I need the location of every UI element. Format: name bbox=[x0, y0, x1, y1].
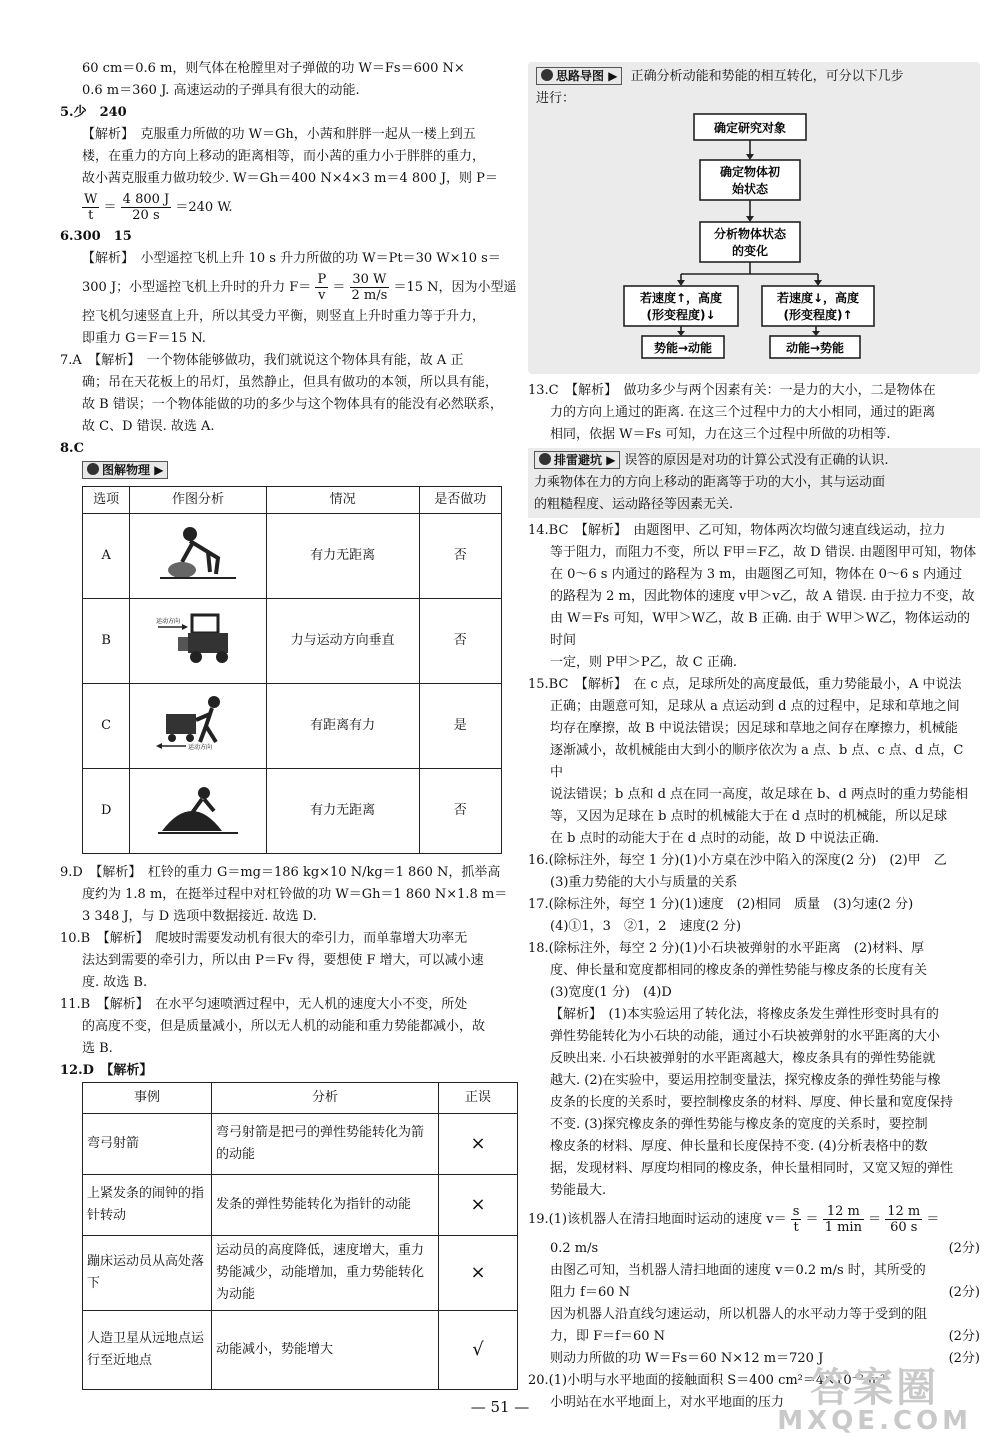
answer-13: 13.C 【解析】 做功多少与两个因素有关：一是力的大小，二是物体在 bbox=[528, 383, 936, 398]
text-line: 一定，则 P甲＞P乙，故 C 正确. bbox=[550, 655, 737, 670]
text-line: 力乘物体在力的方向上移动的距离等于功的大小，其与运动面 bbox=[534, 475, 886, 490]
text-line: 均存在摩擦，故 B 中说法错误；因足球和草地之间存在摩擦力，机械能 bbox=[550, 721, 958, 736]
formula-line: 300 J；小型遥控飞机上升时的升力 F＝ $\frac{P}{v}$ ＝ $\frac{30 W}{2 m/s}$ ＝15 N，因为小型遥 bbox=[82, 272, 517, 303]
lightbulb-icon bbox=[539, 453, 551, 465]
figure-forklift bbox=[130, 599, 266, 684]
text-line: 力，即 F＝f＝60 N (2分) bbox=[550, 1329, 980, 1344]
text-line: 控飞机匀速竖直上升，所以其受力平衡，则竖直上升时重力等于升力， bbox=[82, 309, 486, 324]
text-line: 小明站在水平地面上，对水平地面的压力 bbox=[550, 1395, 785, 1410]
answer-9: 9.D 【解析】 杠铃的重力 G＝mg＝186 kg×10 N/kg＝1 860 N，抓举高 bbox=[60, 865, 501, 880]
text-line: 度、伸长量和宽度都相同的橡皮条的弹性势能与橡皮条的长度有关 bbox=[550, 963, 928, 978]
text-line: 等，又因为足球在 b 点时的机械能大于在 d 点时的机械能，所以足球 bbox=[550, 809, 948, 824]
text-line: 度约为 1.8 m，在挺举过程中对杠铃做的功 W＝Gh＝1 860 N×1.8 m＝ bbox=[82, 887, 508, 902]
text-line: 【解析】 (1)本实验运用了转化法，将橡皮条发生弹性形变时具有的 bbox=[550, 1007, 939, 1022]
text-line: 力的方向上通过的距离. 在这三个过程中力的大小相同，通过的距离 bbox=[550, 405, 936, 420]
table-header: 正误 bbox=[439, 1083, 518, 1114]
lightbulb-icon bbox=[541, 69, 553, 81]
svg-text:(形变程度)↑: (形变程度)↑ bbox=[783, 308, 853, 322]
mind-map-intro: 思路导图 ▶ 正确分析动能和势能的相互转化，可分以下几步 bbox=[536, 66, 972, 88]
answer-12: 12.D 【解析】 bbox=[60, 1063, 153, 1078]
text-line: 60 cm＝0.6 m，则气体在枪膛里对子弹做的功 W＝Fs＝600 N× bbox=[82, 61, 465, 76]
text-line: 【解析】 小型遥控飞机上升 10 s 升力所做的功 W＝Pt＝30 W×10 s＝ bbox=[82, 251, 501, 266]
text-line: 选 B. bbox=[82, 1041, 113, 1056]
text-line: 由图乙可知，当机器人清扫地面的速度 v＝0.2 m/s 时，其所受的 bbox=[550, 1263, 926, 1278]
answer-5: 5.少 240 bbox=[60, 105, 127, 120]
text-line: 正确；由题意可知，足球从 a 点运动到 d 点的过程中，足球和草地之间 bbox=[550, 699, 960, 714]
text-line: 皮条的长度的关系时，要控制橡皮条的材料、厚度、伸长量和宽度保持 bbox=[550, 1095, 954, 1110]
text-line: (3)重力势能的大小与质量的关系 bbox=[550, 875, 738, 890]
fraction: $\frac{12 m}{60 s}$ bbox=[887, 1204, 921, 1235]
flowchart bbox=[536, 110, 972, 362]
text-line: 阻力 f＝60 N (2分) bbox=[550, 1285, 980, 1300]
answer-16: 16.(除标注外，每空 1 分)(1)小方桌在沙中陷入的深度(2 分) (2)甲 乙 bbox=[528, 853, 947, 868]
fraction: $\frac{W}{t}$ bbox=[84, 192, 98, 223]
watermark-logo: 答案圈 MXQE.COM bbox=[777, 1365, 972, 1436]
figure-child-pushing-cart bbox=[130, 684, 266, 769]
table-header: 选项 bbox=[83, 487, 130, 514]
table-header: 分析 bbox=[212, 1083, 439, 1114]
text-line: 逐渐减小，故机械能由大到小的顺序依次为 a 点、b 点、c 点、d 点，C 中 bbox=[550, 743, 964, 780]
page-number: — 51 — bbox=[470, 1398, 530, 1416]
text-line: 度. 故选 B. bbox=[82, 975, 148, 990]
text-line: 不变. (3)探究橡皮条的弹性势能与橡皮条的宽度的关系时，要控制 bbox=[550, 1117, 928, 1132]
table-row: B 运动方向 力与运动方向垂直 否 bbox=[83, 599, 502, 684]
left-column bbox=[60, 58, 518, 1390]
text-line: 即重力 G＝F＝15 N. bbox=[82, 331, 206, 346]
text-line: 据，发现材料、厚度均相同的橡皮条，伸长量相同时，又宽又短的弹性 bbox=[550, 1161, 954, 1176]
table-row: D 有力无距离 否 bbox=[83, 769, 502, 854]
mind-map-box bbox=[528, 62, 980, 374]
text-line: 相同，依据 W＝Fs 可知，力在这三个过程中所做的功相等. bbox=[550, 427, 891, 442]
text-line: 【解析】 克服重力所做的功 W＝Gh，小茜和胖胖一起从一楼上到五 bbox=[82, 127, 476, 142]
svg-text:分析物体状态: 分析物体状态 bbox=[713, 227, 787, 241]
fraction: $\frac{30 W}{2 m/s}$ bbox=[351, 272, 388, 303]
table-header: 事例 bbox=[83, 1083, 212, 1114]
svg-text:确定研究对象: 确定研究对象 bbox=[713, 121, 787, 135]
text-line: (3)宽度(1 分) (4)D bbox=[550, 985, 672, 1000]
svg-text:始状态: 始状态 bbox=[731, 182, 769, 196]
text-line: 反映出来. 小石块被弹射的水平距离越大，橡皮条具有的弹性势能就 bbox=[550, 1051, 936, 1066]
text-line: 橡皮条的材料、厚度、伸长量和长度保持不变. (4)分析表格中的数 bbox=[550, 1139, 928, 1154]
fraction: $\frac{P}{v}$ bbox=[317, 272, 327, 303]
formula-line: $\frac{W}{t}$ ＝ $\frac{4 800 J}{20 s}$ ＝240 W. bbox=[84, 192, 233, 223]
section-tag: 图解物理 ▶ bbox=[82, 460, 518, 482]
svg-text:运动方向: 运动方向 bbox=[188, 744, 213, 751]
svg-text:动能→势能: 动能→势能 bbox=[785, 341, 845, 355]
text-line: 等于阻力，而阻力不变，所以 F甲＝F乙，故 D 错误. 由题图甲可知，物体 bbox=[550, 545, 977, 560]
answer-15: 15.BC 【解析】 在 c 点，足球所处的高度最低，重力势能最小，A 中说法 bbox=[528, 677, 962, 692]
text-line: 由 W＝Fs 可知，W甲＞W乙，故 B 正确. 由于 W甲＞W乙，物体运动的时间 bbox=[550, 611, 970, 648]
table-row: 上紧发条的闹钟的指针转动 发条的弹性势能转化为指针的动能 × bbox=[83, 1175, 518, 1236]
table-header: 是否做功 bbox=[419, 487, 501, 514]
svg-text:确定物体初: 确定物体初 bbox=[719, 165, 781, 179]
table-row: 弯弓射箭 弯弓射箭是把弓的弹性势能转化为箭的动能 × bbox=[83, 1114, 518, 1175]
fraction: $\frac{12 m}{1 \min}$ bbox=[824, 1204, 862, 1235]
text-line: 0.2 m/s (2分) bbox=[550, 1241, 980, 1256]
text-line: 楼，在重力的方向上移动的距离相等，而小茜的重力小于胖胖的重力， bbox=[82, 149, 486, 164]
answer-7: 7.A 【解析】 一个物体能够做功，我们就说这个物体具有能，故 A 正 bbox=[60, 353, 464, 368]
text-line: 则动力所做的功 W＝Fs＝60 N×12 m＝720 J (2分) bbox=[550, 1351, 980, 1366]
svg-text:势能→动能: 势能→动能 bbox=[653, 341, 713, 355]
svg-text:若速度↑，高度: 若速度↑，高度 bbox=[639, 291, 723, 305]
text-line: 0.6 m＝360 J. 高速运动的子弹具有很大的动能. bbox=[82, 83, 360, 98]
table-row: 蹦床运动员从高处落下 运动员的高度降低，速度增大，重力势能减少，动能增加，重力势能转化为动能 × bbox=[83, 1236, 518, 1311]
text-line: 确；吊在天花板上的吊灯，虽然静止，但具有做功的本领，所以具有能， bbox=[82, 375, 499, 390]
fraction: $\frac{4 800 J}{20 s}$ bbox=[122, 192, 170, 223]
answer-14: 14.BC 【解析】 由题图甲、乙可知，物体两次均做匀速直线运动，拉力 bbox=[528, 523, 946, 538]
table-row: A 有力无距离 否 bbox=[83, 514, 502, 599]
text-line: (4)①1，3 ②1，2 速度(2 分) bbox=[550, 919, 742, 934]
table-header: 作图分析 bbox=[130, 487, 266, 514]
text-line: 越大. (2)在实验中，要运用控制变量法，探究橡皮条的弹性势能与橡 bbox=[550, 1073, 941, 1088]
text-line: 3 348 J，与 D 选项中数据接近. 故选 D. bbox=[82, 909, 317, 924]
text-line: 的路程为 2 m，因此物体的速度 v甲＞v乙，故 A 错误. 由于拉力不变，故 bbox=[550, 589, 975, 604]
text-line: 进行： bbox=[536, 91, 576, 106]
svg-text:的变化: 的变化 bbox=[731, 244, 769, 258]
answer-18: 18.(除标注外，每空 2 分)(1)小石块被弹射的水平距离 (2)材料、厚 bbox=[528, 941, 925, 956]
figure-person-pushing-rock bbox=[130, 514, 266, 599]
analysis-table bbox=[82, 1082, 518, 1390]
text-line: 弹性势能转化为小石块的动能，通过小石块被弹射的水平距离的大小 bbox=[550, 1029, 941, 1044]
text-line: 的粗糙程度、运动路径等因素无关. bbox=[534, 497, 734, 512]
text-line: 说法错误；b 点和 d 点在同一高度，故足球在 b、d 两点时的重力势能相 bbox=[550, 787, 968, 802]
answer-20: 20.(1)小明与水平地面的接触面积 S＝400 cm²＝4×10⁻² m² bbox=[528, 1373, 886, 1388]
physics-table bbox=[82, 486, 502, 854]
text-line: 的高度不变，但是质量减小，所以无人机的动能和重力势能都减小，故 bbox=[82, 1019, 486, 1034]
table-row: C 运动方向 有距离有力 是 bbox=[83, 684, 502, 769]
text-line: 在 b 点时的动能大于在 d 点时的动能，故 D 中说法正确. bbox=[550, 831, 879, 846]
figure-person-lifting-heavy bbox=[130, 769, 266, 854]
answer-11: 11.B 【解析】 在水平匀速喷洒过程中，无人机的速度大小不变，所处 bbox=[60, 997, 468, 1012]
text-line: 在 0～6 s 内通过的路程为 3 m，由题图乙可知，物体在 0～6 s 内通过 bbox=[550, 567, 963, 582]
answer-8: 8.C bbox=[60, 441, 84, 456]
text-line: 故 C、D 错误. 故选 A. bbox=[82, 419, 215, 434]
table-row: 人造卫星从远地点运行至近地点 动能减小，势能增大 √ bbox=[83, 1311, 518, 1390]
answer-10: 10.B 【解析】 爬坡时需要发动机有很大的牵引力，而单靠增大功率无 bbox=[60, 931, 468, 946]
right-column bbox=[528, 58, 980, 1414]
text-line: 故小茜克服重力做功较少. W＝Gh＝400 N×4×3 m＝4 800 J，则 P＝ bbox=[82, 171, 498, 186]
svg-text:运动方向: 运动方向 bbox=[156, 618, 181, 625]
text-line: 因为机器人沿直线匀速运动，所以机器人的水平动力等于受到的阻 bbox=[550, 1307, 928, 1322]
svg-text:(形变程度)↓: (形变程度)↓ bbox=[646, 308, 716, 322]
text-line: 法达到需要的牵引力，所以由 P＝Fv 得，要想使 F 增大，可以减小速 bbox=[82, 953, 484, 968]
answer-6: 6.300 15 bbox=[60, 229, 132, 244]
text-line: 故 B 错误；一个物体能做的功的多少与这个物体具有的能没有必然联系， bbox=[82, 397, 503, 412]
tip-box: 排雷避坑 ▶ 误答的原因是对功的计算公式没有正确的认识. 力乘物体在力的方向上移动的距离等于功的大小，其与运动面 的粗糙程度、运动路径等因素无关. bbox=[528, 448, 980, 518]
answer-19: 19.(1)该机器人在清扫地面时运动的速度 v＝ $\frac{s}{t}$ ＝ $\frac{12 m}{1 \min}$ ＝ $\frac{12 m}{60 s}$ ＝ bbox=[528, 1204, 940, 1235]
answer-17: 17.(除标注外，每空 1 分)(1)速度 (2)相同 质量 (3)匀速(2 分) bbox=[528, 897, 914, 912]
table-header: 情况 bbox=[266, 487, 419, 514]
fraction: $\frac{s}{t}$ bbox=[792, 1204, 800, 1235]
lightbulb-icon bbox=[87, 463, 99, 475]
svg-text:若速度↓，高度: 若速度↓，高度 bbox=[776, 291, 860, 305]
text-line: 势能最大. bbox=[550, 1183, 607, 1198]
